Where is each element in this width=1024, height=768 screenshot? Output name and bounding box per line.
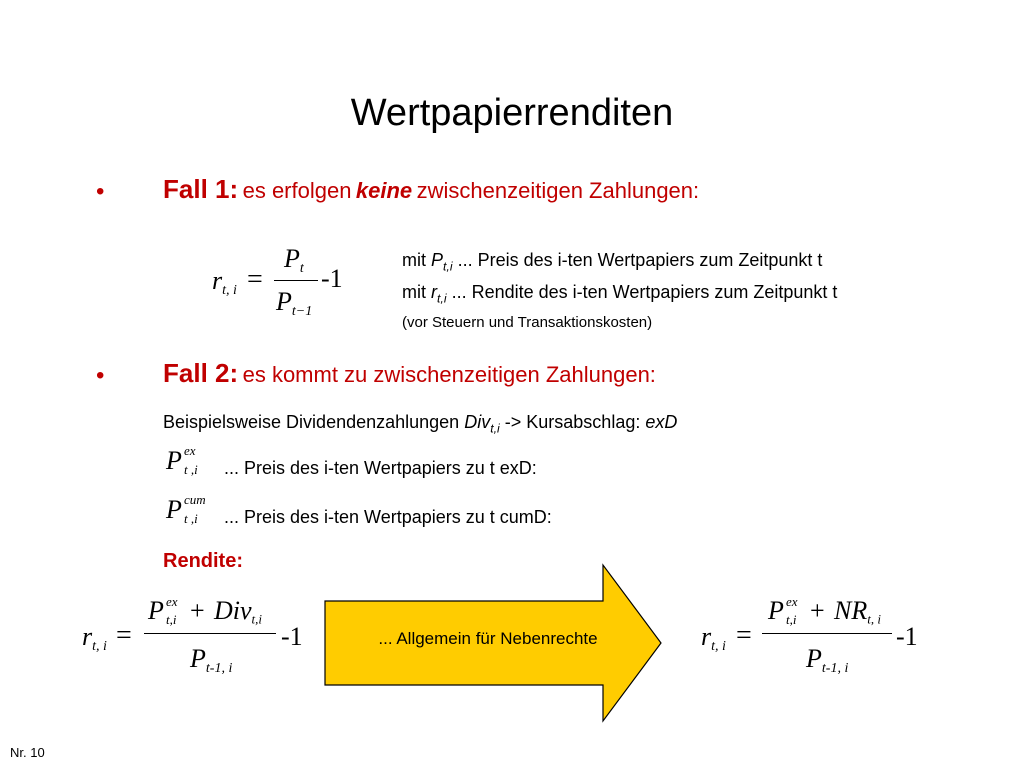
example-emphasis: exD (645, 412, 678, 432)
formulaL-lhs-sub: t, i (92, 638, 107, 654)
def-ex-sup: ex (184, 443, 196, 458)
formulaR-fraction-line (762, 633, 892, 634)
note-return-text: ... Rendite des i-ten Wertpapiers zum Zeitpunkt t (451, 282, 838, 302)
def-cum-text: ... Preis des i-ten Wertpapiers zu t cumD: (224, 507, 552, 527)
formulaL-num-p: P (148, 596, 164, 625)
note-price-var-sub: t,i (443, 259, 453, 274)
example-text-before: Beispielsweise Dividendenzahlungen (163, 412, 460, 432)
def-ex-sub: t ,i (184, 462, 198, 477)
formulaL-num-sup: ex (166, 594, 178, 609)
formulaL-minus-one: -1 (281, 622, 303, 651)
page-title: Wertpapierrenditen (350, 92, 674, 134)
note-return (402, 282, 837, 305)
fall2-label: Fall 2: (163, 358, 239, 388)
formulaL-term-var: Div (214, 596, 252, 625)
fall1-label: Fall 1: (163, 174, 239, 204)
dividend-example (163, 412, 677, 435)
note-return-var: r (431, 282, 438, 302)
formulaL-term-sub: t,i (251, 611, 263, 627)
formulaR-lhs-sub: t, i (711, 638, 726, 654)
example-var: Div (464, 412, 491, 432)
note-price-var: P (431, 250, 444, 270)
formulaR-minus-one: -1 (896, 622, 918, 651)
def-cum-var: P (166, 495, 182, 524)
def-cum-sup: cum (184, 492, 206, 507)
formulaR-term-sub: t, i (867, 611, 881, 627)
formula1-lhs-var: r (212, 266, 223, 295)
formula1-num-var: P (284, 244, 300, 273)
formulaL-plus: + (190, 596, 205, 625)
formulaR-num-sup: ex (786, 594, 798, 609)
formulaR-num-p: P (768, 596, 784, 625)
fall2-text: es kommt zu zwischenzeitigen Zahlungen: (242, 362, 656, 387)
note-price (402, 250, 822, 273)
formulaR-eq: = (736, 620, 752, 651)
note-price-text: ... Preis des i-ten Wertpapiers zum Zeitpunkt t (457, 250, 823, 270)
formulaL-lhs (82, 622, 107, 655)
formulaR-den-var: P (806, 644, 822, 673)
def-ex-text: ... Preis des i-ten Wertpapiers zu t exD: (224, 458, 537, 478)
formula1-minus-one: -1 (321, 264, 343, 293)
note-return-var-sub: t,i (437, 291, 447, 306)
formulaR-term (834, 596, 881, 628)
formula1-num-sub: t (299, 260, 304, 276)
formulaR-lhs (701, 622, 726, 655)
formulaR-num-sub: t,i (786, 612, 797, 627)
formulaR-den-sub: t-1, i (821, 660, 849, 676)
formulaR-term-var: NR (834, 596, 868, 625)
note-return-prefix: mit (402, 282, 426, 302)
fall1-emphasis: keine (355, 178, 413, 203)
formulaL-num-sub: t,i (166, 612, 177, 627)
formula1-num (284, 244, 304, 277)
formula1-fraction-line (274, 280, 318, 281)
formulaL-fraction-line (144, 633, 276, 634)
note-small: (vor Steuern und Transaktionskosten) (402, 314, 653, 331)
formulaL-lhs-var: r (82, 622, 93, 651)
formulaR-lhs-var: r (701, 622, 712, 651)
def-cum-sub: t ,i (184, 511, 198, 526)
formulaL-eq: = (116, 620, 132, 651)
formula1-lhs (212, 266, 237, 299)
example-var-sub: t,i (490, 421, 500, 436)
def-ex-var: P (166, 446, 182, 475)
formula1-eq: = (247, 264, 263, 295)
formula1-den-sub: t−1 (291, 303, 313, 319)
formulaR-plus: + (810, 596, 825, 625)
bullet-2: • (96, 362, 105, 389)
formulaL-den (190, 644, 232, 677)
formulaL-term (214, 596, 262, 628)
note-price-prefix: mit (402, 250, 426, 270)
formula1-lhs-sub: t, i (222, 282, 237, 298)
fall1-text-before: es erfolgen (242, 178, 352, 203)
fall1-text-after: zwischenzeitigen Zahlungen: (416, 178, 700, 203)
formulaR-den (806, 644, 848, 677)
formula1-den-var: P (276, 287, 292, 316)
arrow-label: ... Allgemein für Nebenrechte (378, 629, 598, 648)
fall2-heading (163, 358, 656, 389)
bullet-1: • (96, 178, 105, 205)
example-text-after: -> Kursabschlag: (504, 412, 641, 432)
slide-number: Nr. 10 (10, 745, 45, 760)
rendite-label: Rendite: (163, 550, 243, 572)
formulaL-den-sub: t-1, i (205, 660, 233, 676)
formula1-den (276, 287, 312, 320)
fall1-heading (163, 174, 699, 205)
formulaL-den-var: P (190, 644, 206, 673)
